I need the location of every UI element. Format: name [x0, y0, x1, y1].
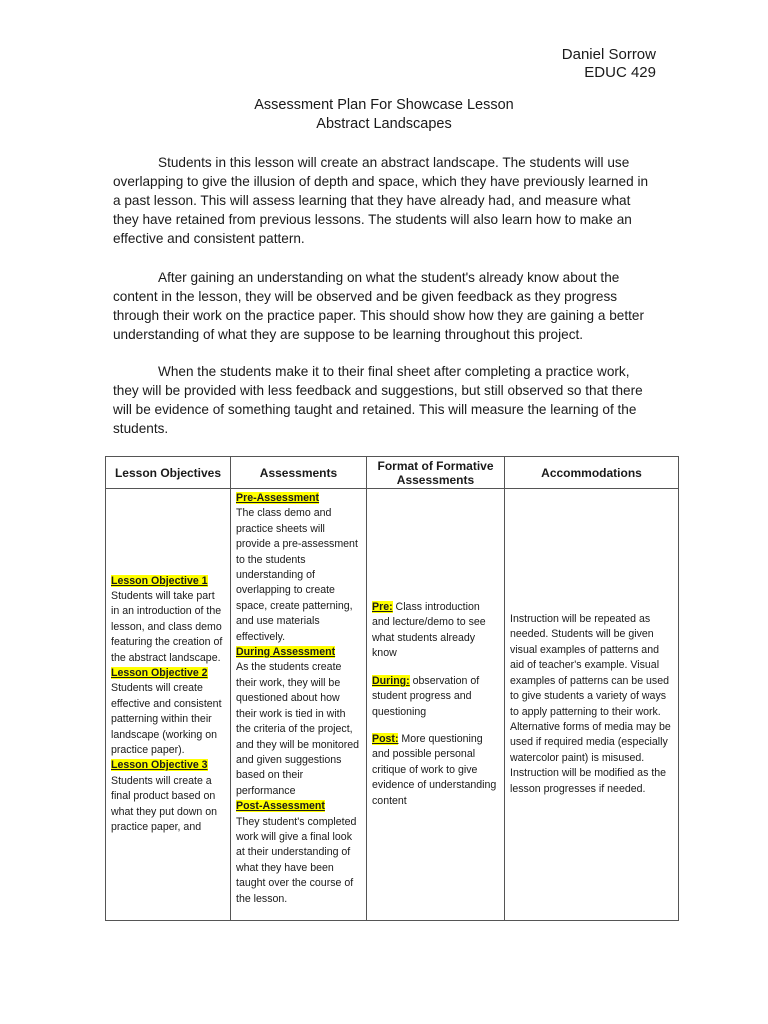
paragraph-text: Students in this lesson will create an abstract landscape. The students will use overlapping to give the illusion of depth and space, which they have previously learned in a past lesson. This will assess learning that they have already had, and measure what they have retained from previous lessons. The students will also learn how to make an effective and consistent pattern. — [113, 155, 649, 246]
assessments-cell — [231, 489, 367, 921]
accommodations-text: Instruction will be repeated as needed. Students will be given visual examples of patterns and aid of teacher's example. Visual examples of patterns can be used to give students a variety of ways to apply patterning to their work. Alternative forms of media may be used if required media (especially watercolor paint) is misused. Instruction will be modified as the lesson progresses if needed. — [510, 613, 671, 795]
table-row — [106, 489, 679, 921]
formats-cell — [367, 489, 505, 921]
format-pre — [372, 600, 499, 662]
author-name: Daniel Sorrow — [561, 46, 656, 63]
header-accommodations: Accommodations — [505, 457, 679, 489]
objective-3-label: Lesson Objective 3 — [111, 759, 208, 772]
pre-assessment — [236, 491, 361, 645]
table-header-row — [106, 457, 679, 489]
header-format: Format of Formative Assessments — [367, 457, 505, 489]
format-post-label: Post: — [372, 732, 399, 745]
post-assessment-text: They student's completed work will give a final look at their understanding of what they have been taught over the course of the lesson. — [236, 815, 357, 905]
objective-2-text: Students will create effective and consistent patterning within their landscape (working on practice paper). — [111, 682, 222, 757]
format-during-label: During: — [372, 674, 410, 687]
assessment-table — [105, 456, 679, 921]
pre-assessment-text: The class demo and practice sheets will provide a pre-assessment to the students understanding of overlapping to create space, create patterning, and use materials effectively. — [236, 507, 358, 643]
objective-1-text: Students will take part in an introduction of the lesson, and class demo featuring the creation of the abstract landscape. — [111, 589, 223, 664]
spacer — [372, 720, 499, 732]
objective-1-label: Lesson Objective 1 — [111, 574, 208, 587]
format-pre-label: Pre: — [372, 601, 393, 614]
paragraph-text: When the students make it to their final sheet after completing a practice work, they will be provided with less feedback and suggestions, but still observed so that there will be evidence of something taught and retained. This will measure the learning of the students. — [113, 364, 643, 436]
course-code: EDUC 429 — [584, 64, 656, 81]
objectives-cell — [106, 489, 231, 921]
format-post-text: More questioning and possible personal critique of work to give evidence of understanding content — [372, 732, 497, 807]
post-assessment-label: Post-Assessment — [236, 800, 325, 813]
author-block — [562, 46, 656, 82]
objective-3-text: Students will create a final product based on what they put down on practice paper, and — [111, 774, 218, 834]
format-during-text: observation of student progress and questioning — [372, 674, 480, 718]
objective-2 — [111, 666, 225, 758]
objective-3 — [111, 758, 225, 835]
document-title — [0, 96, 768, 134]
pre-assessment-label: Pre-Assessment — [236, 492, 320, 504]
spacer — [372, 662, 499, 674]
title-line-2: Abstract Landscapes — [316, 116, 452, 132]
header-assessments: Assessments — [231, 457, 367, 489]
accommodations-cell — [505, 489, 679, 921]
header-lesson-objectives: Lesson Objectives — [106, 457, 231, 489]
format-during — [372, 674, 499, 720]
paragraph-text: After gaining an understanding on what the student's already know about the content in the lesson, they will be observed and be given feedback as they progress through their work on the practice paper. This should show how they are gaining a better understanding of what they are suppose to be learning throughout this project. — [113, 270, 644, 342]
during-assessment-label: During Assessment — [236, 646, 336, 659]
paragraph-2 — [113, 268, 658, 344]
during-assessment — [236, 645, 361, 799]
paragraph-1 — [113, 153, 658, 248]
post-assessment — [236, 799, 361, 907]
format-post — [372, 732, 499, 809]
format-pre-text: Class introduction and lecture/demo to see what students already know — [372, 601, 486, 660]
objective-2-label: Lesson Objective 2 — [111, 666, 208, 679]
during-assessment-text: As the students create their work, they will be questioned about how their work is tied in with the criteria of the project, and they will be monitored and given suggestions based on their performance — [236, 661, 360, 797]
paragraph-3 — [113, 362, 658, 438]
title-line-1: Assessment Plan For Showcase Lesson — [254, 97, 514, 113]
objective-1 — [111, 574, 225, 666]
